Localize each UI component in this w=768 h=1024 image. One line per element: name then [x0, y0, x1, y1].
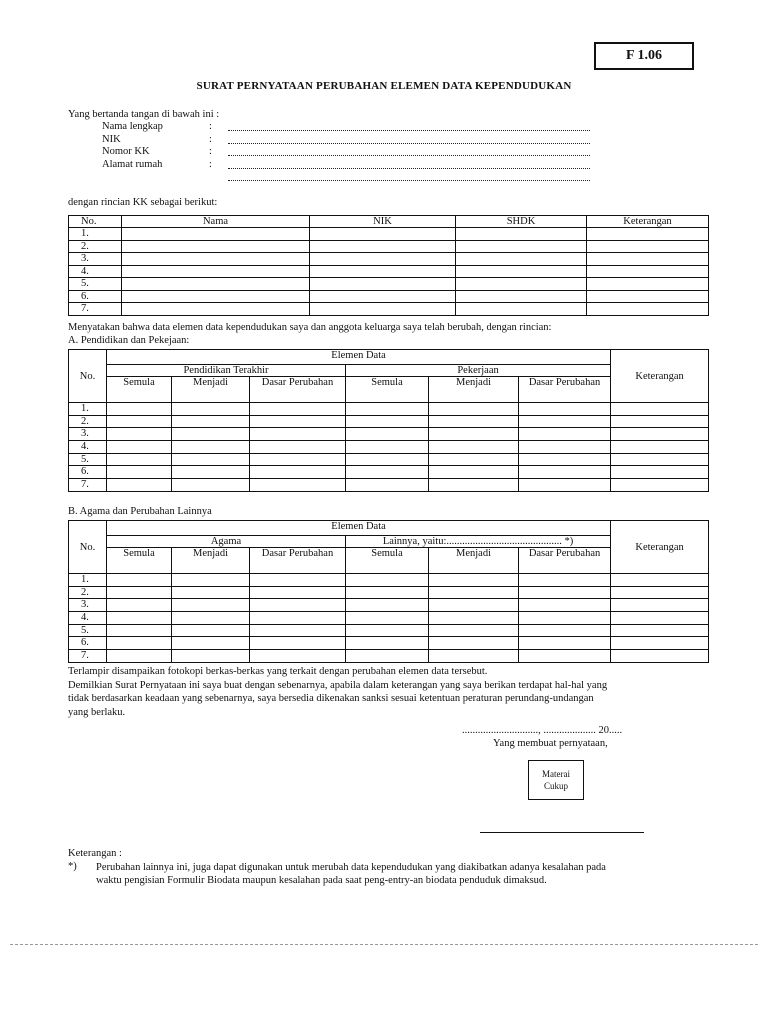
field-label: NIK [102, 133, 121, 145]
cell[interactable] [611, 637, 709, 650]
cell[interactable] [429, 403, 519, 416]
table-row [69, 265, 709, 278]
table-row [69, 278, 709, 291]
cell[interactable] [346, 599, 429, 612]
row-number: 7. [69, 650, 107, 663]
table-row [69, 599, 709, 612]
kk-intro: dengan rincian KK sebagai berikut: [68, 197, 218, 208]
cell[interactable] [587, 240, 709, 253]
group-agama: Agama [107, 536, 346, 548]
cell[interactable] [429, 428, 519, 441]
cell[interactable] [107, 612, 172, 625]
cell[interactable] [107, 574, 172, 587]
section-b-header-row-1 [69, 521, 709, 536]
cell[interactable] [107, 415, 172, 428]
cell[interactable] [346, 637, 429, 650]
row-number: 6. [69, 637, 107, 650]
cell[interactable] [611, 650, 709, 663]
row-number: 3. [69, 599, 107, 612]
cell[interactable] [519, 466, 611, 479]
cell[interactable] [429, 466, 519, 479]
table-row [69, 466, 709, 479]
cell[interactable] [456, 290, 587, 303]
cell[interactable] [122, 253, 310, 266]
cell[interactable] [519, 599, 611, 612]
col-keterangan: Keterangan [611, 521, 709, 574]
table-row [69, 253, 709, 266]
cell[interactable] [250, 415, 346, 428]
cell[interactable] [172, 466, 250, 479]
cell[interactable] [429, 599, 519, 612]
cell[interactable] [172, 650, 250, 663]
cell[interactable] [611, 441, 709, 454]
row-number: 1. [69, 228, 122, 241]
note-line: Perubahan lainnya ini, juga dapat digunakan untuk merubah data kependudukan yang diakibatkan adanya kesalahan pada [96, 862, 606, 873]
row-number: 2. [69, 586, 107, 599]
cell[interactable] [611, 403, 709, 416]
cell[interactable] [172, 586, 250, 599]
cell[interactable] [107, 637, 172, 650]
cell[interactable] [250, 612, 346, 625]
cell[interactable] [107, 403, 172, 416]
cell[interactable] [519, 428, 611, 441]
cell[interactable] [346, 466, 429, 479]
cell[interactable] [250, 637, 346, 650]
cell[interactable] [429, 612, 519, 625]
col-no: No. [69, 521, 107, 574]
table-row [69, 624, 709, 637]
sub-menjadi: Menjadi [172, 548, 250, 574]
cell[interactable] [172, 612, 250, 625]
materai-line-1: Materai [542, 769, 570, 779]
field-label: Nomor KK [102, 146, 150, 157]
cell[interactable] [346, 428, 429, 441]
cell[interactable] [429, 453, 519, 466]
cell[interactable] [172, 599, 250, 612]
cell[interactable] [587, 303, 709, 316]
table-row [69, 453, 709, 466]
field-sep: : [209, 121, 212, 132]
field-nama-lengkap-line[interactable] [228, 121, 590, 131]
row-number: 4. [69, 265, 122, 278]
cell[interactable] [172, 637, 250, 650]
group-pendidikan-terakhir: Pendidikan Terakhir [107, 365, 346, 377]
scan-artifact-divider [10, 944, 758, 945]
table-row [69, 441, 709, 454]
cell[interactable] [346, 453, 429, 466]
table-row [69, 612, 709, 625]
cell[interactable] [107, 441, 172, 454]
cell[interactable] [519, 624, 611, 637]
field-label: Nama lengkap [102, 121, 163, 132]
cell[interactable] [310, 290, 456, 303]
cell[interactable] [346, 479, 429, 492]
sub-dasar-perubahan: Dasar Perubahan [519, 377, 611, 403]
kk-col-no: No. [69, 216, 122, 228]
signature-line[interactable] [480, 832, 644, 833]
cell[interactable] [250, 428, 346, 441]
table-row [69, 415, 709, 428]
cell[interactable] [310, 303, 456, 316]
signer-label: Yang membuat pernyataan, [493, 738, 608, 749]
sub-semula: Semula [346, 377, 429, 403]
cell[interactable] [250, 441, 346, 454]
sub-menjadi: Menjadi [429, 377, 519, 403]
field-alamat-rumah-line[interactable] [228, 159, 590, 169]
table-row [69, 637, 709, 650]
cell[interactable] [250, 624, 346, 637]
cell[interactable] [122, 303, 310, 316]
group-lainnya: Lainnya, yaitu:............................................ *) [346, 536, 611, 548]
table-row [69, 290, 709, 303]
cell[interactable] [107, 453, 172, 466]
cell[interactable] [611, 586, 709, 599]
cell[interactable] [429, 637, 519, 650]
kk-col-nik: NIK [310, 216, 456, 228]
field-nik-line[interactable] [228, 134, 590, 144]
kk-col-shdk: SHDK [456, 216, 587, 228]
cell[interactable] [107, 624, 172, 637]
cell[interactable] [122, 265, 310, 278]
sub-menjadi: Menjadi [172, 377, 250, 403]
field-sep: : [209, 133, 212, 145]
cell[interactable] [107, 650, 172, 663]
cell[interactable] [429, 441, 519, 454]
cell[interactable] [346, 624, 429, 637]
row-number: 3. [69, 253, 122, 266]
sub-dasar-perubahan: Dasar Perubahan [250, 377, 346, 403]
identity-fields [102, 121, 602, 184]
row-number: 1. [69, 574, 107, 587]
cell[interactable] [519, 479, 611, 492]
sub-menjadi: Menjadi [429, 548, 519, 574]
cell[interactable] [456, 278, 587, 291]
cell[interactable] [456, 240, 587, 253]
kk-col-nama: Nama [122, 216, 310, 228]
section-a-table [68, 349, 709, 492]
sub-dasar-perubahan: Dasar Perubahan [250, 548, 346, 574]
cell[interactable] [611, 612, 709, 625]
note-line: waktu pengisian Formulir Biodata maupun kesalahan pada saat peng-entry-an biodata penduduk dimaksud. [96, 875, 547, 886]
cell[interactable] [107, 466, 172, 479]
table-row [69, 240, 709, 253]
cell[interactable] [310, 253, 456, 266]
cell[interactable] [519, 441, 611, 454]
cell[interactable] [429, 415, 519, 428]
cell[interactable] [172, 415, 250, 428]
cell[interactable] [172, 441, 250, 454]
row-number: 6. [69, 466, 107, 479]
col-keterangan: Keterangan [611, 350, 709, 403]
cell[interactable] [519, 403, 611, 416]
cell[interactable] [519, 415, 611, 428]
col-elemen-data: Elemen Data [107, 350, 611, 365]
cell[interactable] [107, 479, 172, 492]
cell[interactable] [172, 574, 250, 587]
field-nomor-kk [102, 146, 602, 159]
materai-box [528, 760, 584, 800]
kk-col-keterangan: Keterangan [587, 216, 709, 228]
cell[interactable] [587, 228, 709, 241]
section-b-title: B. Agama dan Perubahan Lainnya [68, 506, 212, 517]
cell[interactable] [429, 650, 519, 663]
cell[interactable] [611, 479, 709, 492]
cell[interactable] [346, 441, 429, 454]
cell[interactable] [250, 599, 346, 612]
sub-dasar-perubahan: Dasar Perubahan [519, 548, 611, 574]
cell[interactable] [310, 228, 456, 241]
note-text [96, 861, 726, 887]
row-number: 4. [69, 441, 107, 454]
row-number: 5. [69, 278, 122, 291]
cell[interactable] [519, 574, 611, 587]
col-no: No. [69, 350, 107, 403]
group-pekerjaan: Pekerjaan [346, 365, 611, 377]
row-number: 4. [69, 612, 107, 625]
row-number: 2. [69, 415, 107, 428]
row-number: 5. [69, 624, 107, 637]
cell[interactable] [250, 466, 346, 479]
table-row [69, 479, 709, 492]
cell[interactable] [122, 240, 310, 253]
cell[interactable] [250, 479, 346, 492]
row-number: 3. [69, 428, 107, 441]
closing-paragraph [68, 665, 718, 719]
cell[interactable] [611, 466, 709, 479]
cell[interactable] [611, 415, 709, 428]
cell[interactable] [611, 428, 709, 441]
sub-semula: Semula [107, 377, 172, 403]
field-sep: : [209, 146, 212, 157]
field-alamat-rumah [102, 159, 602, 172]
cell[interactable] [519, 612, 611, 625]
cell[interactable] [250, 453, 346, 466]
cell[interactable] [456, 253, 587, 266]
materai-line-2: Cukup [543, 781, 568, 791]
row-number: 7. [69, 479, 107, 492]
field-nama-lengkap [102, 121, 602, 134]
closing-line: yang berlaku. [68, 706, 126, 718]
field-nomor-kk-line[interactable] [228, 146, 590, 156]
statement-text: Menyatakan bahwa data elemen data kependudukan saya dan anggota keluarga saya telah berubah, dengan rincian: [68, 322, 552, 333]
cell[interactable] [456, 303, 587, 316]
cell[interactable] [122, 290, 310, 303]
cell[interactable] [611, 453, 709, 466]
table-row [69, 228, 709, 241]
field-alamat-rumah-2 [102, 171, 602, 184]
intro-text: Yang bertanda tangan di bawah ini : [68, 109, 220, 120]
field-label: Alamat rumah [102, 158, 163, 170]
cell[interactable] [519, 637, 611, 650]
cell[interactable] [587, 290, 709, 303]
table-row [69, 303, 709, 316]
cell[interactable] [107, 599, 172, 612]
table-row [69, 403, 709, 416]
section-a-header-row-1 [69, 350, 709, 365]
cell[interactable] [519, 650, 611, 663]
cell[interactable] [310, 240, 456, 253]
table-row [69, 586, 709, 599]
cell[interactable] [122, 278, 310, 291]
cell[interactable] [346, 415, 429, 428]
cell[interactable] [107, 586, 172, 599]
section-a-title: A. Pendidikan dan Pekejaan: [68, 335, 190, 346]
cell[interactable] [172, 428, 250, 441]
row-number: 6. [69, 290, 122, 303]
table-row [69, 428, 709, 441]
section-b-table [68, 520, 709, 663]
cell[interactable] [587, 265, 709, 278]
cell[interactable] [456, 265, 587, 278]
cell[interactable] [346, 612, 429, 625]
date-line[interactable]: ............................., .................... 20..... [462, 725, 623, 736]
cell[interactable] [172, 453, 250, 466]
cell[interactable] [519, 453, 611, 466]
cell[interactable] [611, 624, 709, 637]
cell[interactable] [250, 650, 346, 663]
cell[interactable] [310, 265, 456, 278]
col-elemen-data: Elemen Data [107, 521, 611, 536]
row-number: 1. [69, 403, 107, 416]
cell[interactable] [107, 428, 172, 441]
cell[interactable] [172, 479, 250, 492]
cell[interactable] [587, 278, 709, 291]
notes-title: Keterangan : [68, 848, 122, 859]
cell[interactable] [429, 479, 519, 492]
row-number: 2. [69, 240, 122, 253]
cell[interactable] [250, 403, 346, 416]
sub-semula: Semula [346, 548, 429, 574]
cell[interactable] [346, 650, 429, 663]
cell[interactable] [172, 403, 250, 416]
cell[interactable] [172, 624, 250, 637]
cell[interactable] [429, 574, 519, 587]
table-row [69, 650, 709, 663]
document-title: SURAT PERNYATAAN PERUBAHAN ELEMEN DATA KEPENDUDUKAN [196, 80, 572, 92]
closing-line: tidak berdasarkan keadaan yang sebenarnya, saya bersedia dikenakan sanksi sesuai ketentuan peraturan perundang-undangan [68, 693, 594, 704]
field-nik [102, 134, 602, 147]
table-row [69, 574, 709, 587]
cell[interactable] [346, 403, 429, 416]
cell[interactable] [429, 586, 519, 599]
cell[interactable] [122, 228, 310, 241]
cell[interactable] [587, 253, 709, 266]
kk-table [68, 215, 709, 316]
cell[interactable] [250, 586, 346, 599]
cell[interactable] [346, 574, 429, 587]
closing-line: Terlampir disampaikan fotokopi berkas-berkas yang terkait dengan perubahan elemen data tersebut. [68, 666, 488, 677]
sub-semula: Semula [107, 548, 172, 574]
form-code: F 1.06 [594, 42, 694, 70]
cell[interactable] [250, 574, 346, 587]
note-mark: *) [68, 861, 77, 872]
cell[interactable] [346, 586, 429, 599]
row-number: 5. [69, 453, 107, 466]
closing-line: Demilkian Surat Pernyataan ini saya buat dengan sebenarnya, apabila dalam keterangan yang saya berikan terdapat hal-hal yang [68, 679, 608, 691]
cell[interactable] [310, 278, 456, 291]
field-sep: : [209, 158, 212, 170]
cell[interactable] [519, 586, 611, 599]
field-alamat-rumah-line-2[interactable] [228, 171, 590, 181]
kk-table-header [69, 216, 709, 228]
cell[interactable] [429, 624, 519, 637]
cell[interactable] [611, 599, 709, 612]
cell[interactable] [456, 228, 587, 241]
row-number: 7. [69, 303, 122, 316]
cell[interactable] [611, 574, 709, 587]
